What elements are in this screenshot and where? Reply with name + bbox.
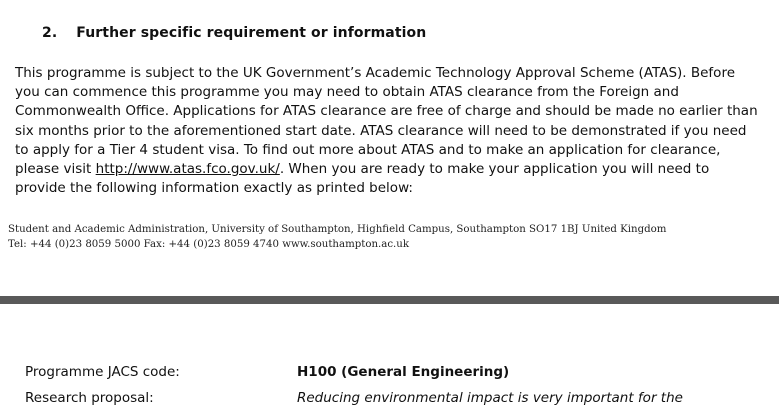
paragraph-line: you can commence this programme you may need to obtain ATAS clearance from the Foreign and bbox=[15, 84, 679, 101]
paragraph-text: . When you are ready to make your application you will need to bbox=[279, 161, 710, 178]
detail-label: Programme JACS code: bbox=[25, 364, 180, 380]
page-divider bbox=[0, 296, 779, 304]
footer-address: Student and Academic Administration, University of Southampton, Highfield Campus, Southampton SO17 1BJ United Kingdom bbox=[8, 224, 667, 235]
paragraph-line: six months prior to the aforementioned start date. ATAS clearance will need to be demonstrated if you need bbox=[15, 122, 747, 139]
section-heading bbox=[42, 25, 426, 41]
footer-contact: Tel: +44 (0)23 8059 5000 Fax: +44 (0)23 8059 4740 www.southampton.ac.uk bbox=[8, 239, 410, 250]
atas-link[interactable]: http://www.atas.fco.gov.uk/ bbox=[95, 161, 280, 178]
letterhead-footer bbox=[8, 222, 666, 252]
section-title: Further specific requirement or information bbox=[76, 25, 427, 41]
detail-label: Research proposal: bbox=[25, 390, 154, 406]
detail-value: H100 (General Engineering) bbox=[297, 364, 510, 380]
paragraph-line: This programme is subject to the UK Government’s Academic Technology Approval Scheme (ATAS). Before bbox=[15, 65, 736, 81]
section-number: 2. bbox=[42, 25, 58, 41]
paragraph-line: to apply for a Tier 4 student visa. To find out more about ATAS and to make an application for clearance, bbox=[15, 141, 721, 158]
paragraph-text: please visit bbox=[15, 161, 96, 178]
atas-paragraph bbox=[15, 64, 775, 198]
paragraph-line bbox=[15, 160, 775, 179]
detail-value: Reducing environmental impact is very important for the bbox=[297, 390, 683, 406]
paragraph-line: Commonwealth Office. Applications for ATAS clearance are free of charge and should be made no earlier than bbox=[15, 103, 758, 120]
paragraph-line: provide the following information exactly as printed below: bbox=[15, 180, 413, 197]
